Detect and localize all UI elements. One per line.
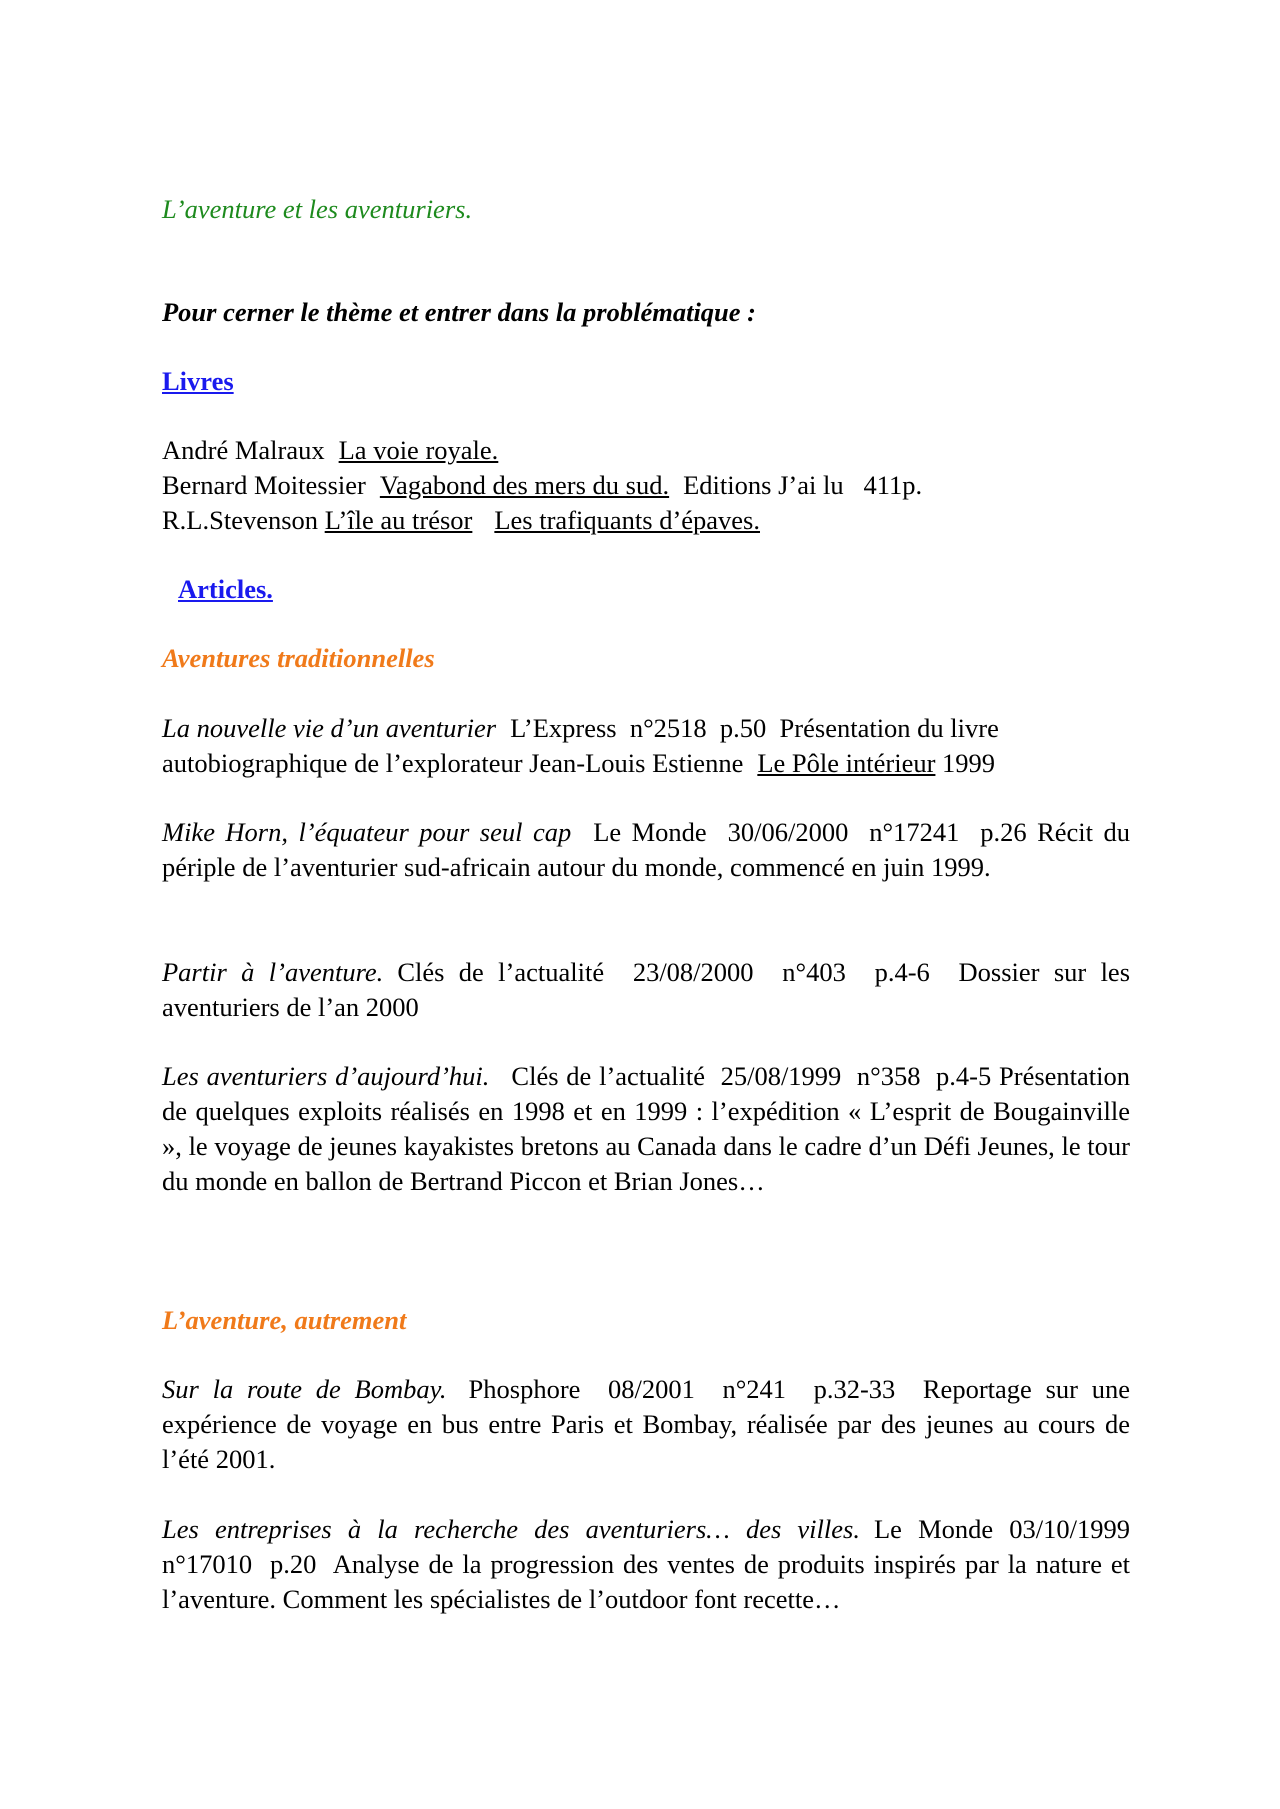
article-title: Les aventuriers d’aujourd’hui.: [162, 1061, 490, 1091]
article-book-title: Le Pôle intérieur: [757, 748, 936, 778]
article-entry: [162, 1512, 1144, 1617]
article-title: Les entreprises à la recherche des aventuriers… des villes.: [162, 1514, 860, 1544]
article-title: Mike Horn, l’équateur pour seul cap: [162, 817, 572, 847]
books-heading[interactable]: [162, 364, 1130, 399]
section-heading-traditional: Aventures traditionnelles: [162, 643, 435, 673]
intro-line: Pour cerner le thème et entrer dans la problématique :: [162, 297, 757, 327]
document-title: L’aventure et les aventuriers.: [162, 194, 473, 224]
article-body: autobiographique de l’explorateur Jean-Louis Estienne: [162, 748, 744, 778]
article-entry: [162, 1372, 1137, 1477]
book-title: Vagabond des mers du sud.: [379, 470, 670, 500]
article-title: Sur la route de Bombay.: [162, 1374, 447, 1404]
book-title-2: Les trafiquants d’épaves.: [494, 505, 760, 535]
article-year: 1999: [942, 748, 996, 778]
book-author: Bernard Moitessier: [162, 470, 366, 500]
article-source: Clés de l’actualité 25/08/1999 n°358 p.4-5: [511, 1061, 992, 1091]
book-item: [162, 433, 1130, 468]
article-entry: [162, 815, 1130, 885]
book-author: André Malraux: [162, 435, 325, 465]
article-entry: [162, 955, 1137, 1025]
article-source: Phosphore 08/2001 n°241 p.32-33 Reportage sur une expérience de voyage en bus entre Paris et Bombay, réalisée par des jeunes au cours de l’été 2001.: [162, 1374, 1137, 1474]
article-body: Présentation de quelques exploits réalisés en 1998 et en 1999 : l’expédition « L’esprit de Bougainville », le voyage de jeunes kayakistes bretons au Canada dans le cadre d’un Défi Jeunes, le tour du monde en ballon de Bertrand Piccon et Brian Jones…: [162, 1061, 1130, 1196]
book-title: L’île au trésor: [324, 505, 473, 535]
article-source: Clés de l’actualité 23/08/2000 n°403 p.4-6 Dossier sur les aventuriers de l’an 2000: [162, 957, 1137, 1022]
article-body: Récit du périple de l’aventurier sud-africain autour du monde, commencé en juin 1999.: [162, 817, 1130, 882]
article-entry: [162, 1059, 1130, 1199]
book-extra: Editions J’ai lu 411p.: [683, 470, 923, 500]
book-item: [162, 468, 1130, 503]
book-item: [162, 503, 1130, 538]
section-heading-otherwise: L’aventure, autrement: [162, 1305, 407, 1335]
books-heading-link[interactable]: Livres: [162, 366, 234, 396]
book-author: R.L.Stevenson: [162, 505, 319, 535]
article-title: Partir à l’aventure.: [162, 957, 384, 987]
article-source: L’Express n°2518 p.50 Présentation du livre: [510, 713, 999, 743]
article-source: Le Monde 03/10/1999 n°17010 p.20 Analyse de la progression des ventes de produits inspirés par la nature et l’aventure. Comment les spécialistes de l’outdoor font recette…: [162, 1514, 1144, 1614]
articles-heading-link[interactable]: Articles.: [178, 574, 273, 604]
book-title: La voie royale.: [338, 435, 499, 465]
article-source: Le Monde 30/06/2000 n°17241 p.26: [593, 817, 1027, 847]
articles-heading[interactable]: [178, 572, 1146, 607]
article-title: La nouvelle vie d’un aventurier: [162, 713, 497, 743]
article-entry: [162, 711, 1130, 781]
